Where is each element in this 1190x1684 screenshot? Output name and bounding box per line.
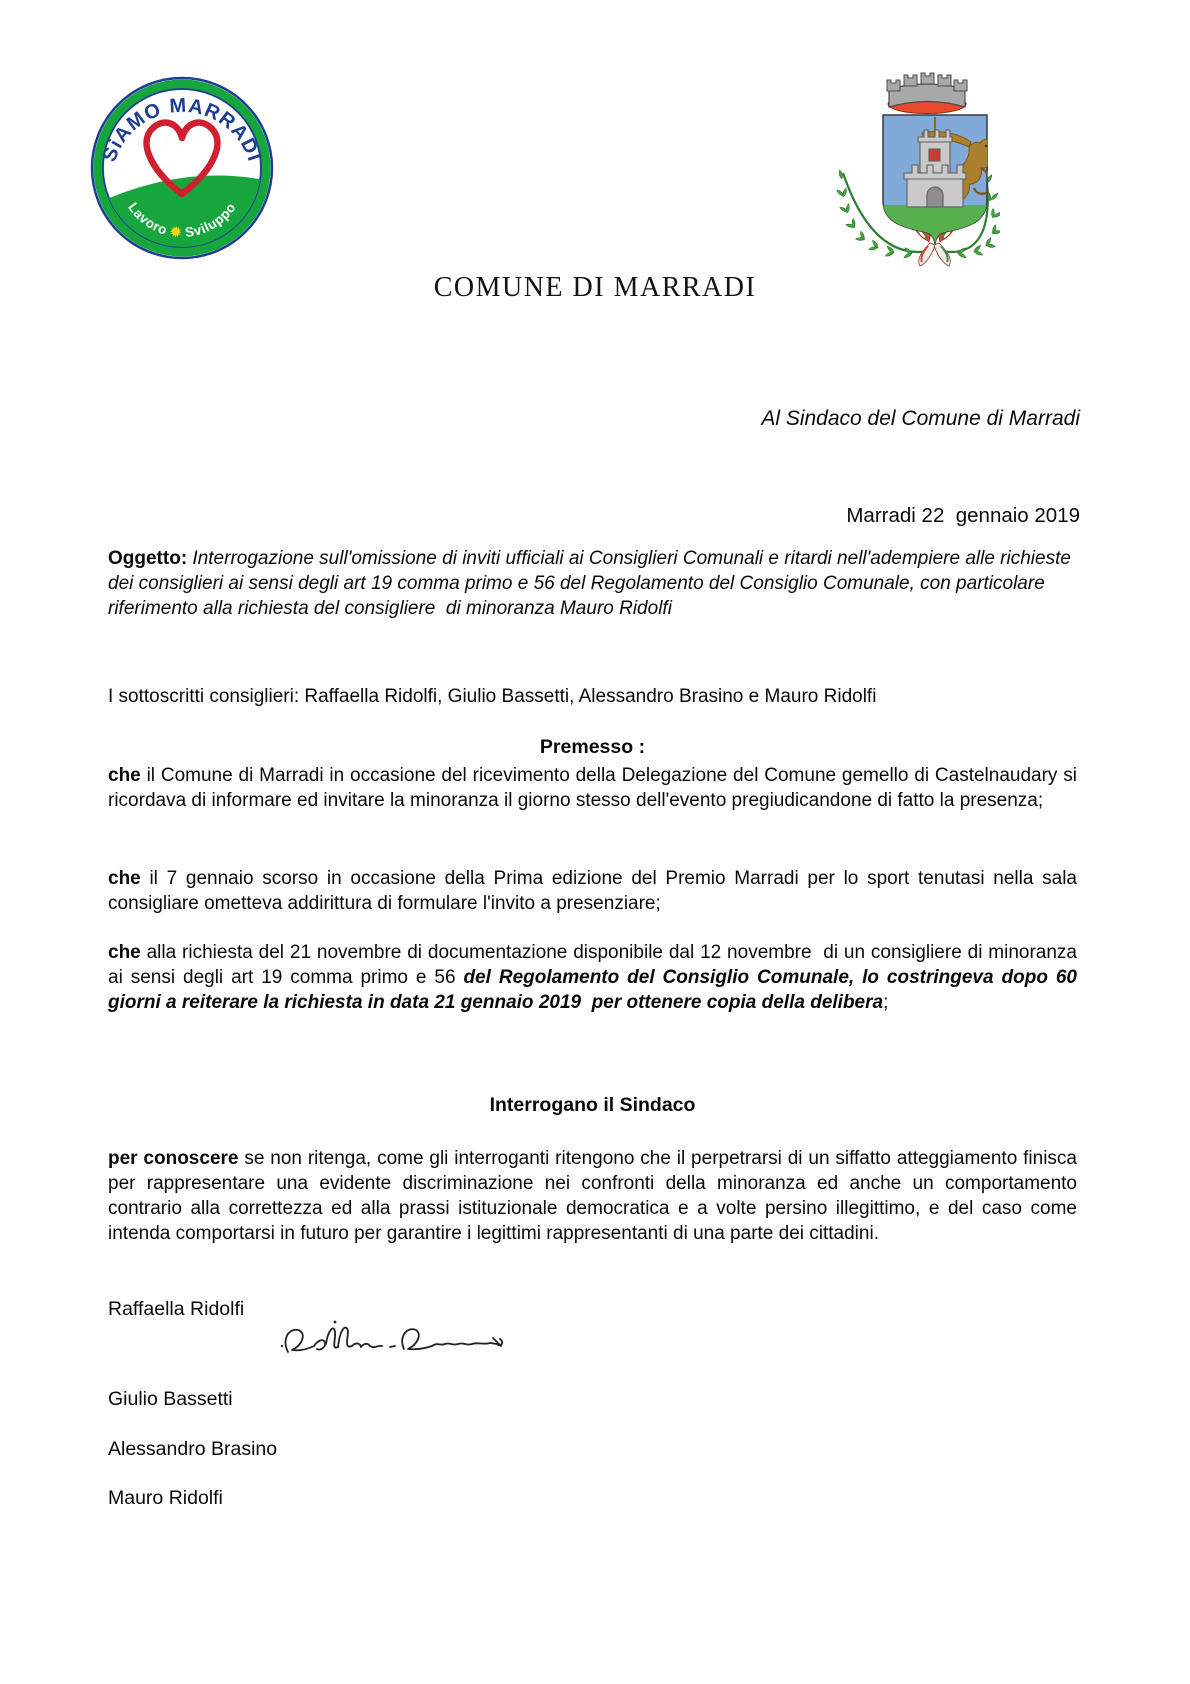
clause-3-tail: ; bbox=[883, 992, 889, 1013]
signatory-4: Mauro Ridolfi bbox=[108, 1487, 223, 1509]
clause-3-lead: che bbox=[108, 942, 141, 963]
shield bbox=[883, 115, 996, 250]
request-paragraph bbox=[108, 1146, 1083, 1246]
sun-icon: ✹ bbox=[169, 224, 183, 241]
coat-of-arms bbox=[778, 55, 1000, 270]
shield-base bbox=[883, 205, 987, 250]
clause-3-body: alla richiesta del 21 novembre di documentazione disponibile dal 12 novembre di un consigliere di minoranza ai sensi degli art 19 comma primo e 56 bbox=[108, 942, 1083, 988]
recipient-line: Al Sindaco del Comune di Marradi bbox=[761, 407, 1080, 430]
request-lead: per conoscere bbox=[108, 1148, 239, 1169]
page-title: COMUNE DI MARRADI bbox=[433, 272, 757, 303]
clause-2-body: il 7 gennaio scorso in occasione della Prima edizione del Premio Marradi per lo sport tenutasi nella sala consigliare ometteva addirittura di formulare l'invito a presenziare; bbox=[108, 868, 1083, 914]
mural-crown bbox=[887, 73, 967, 114]
clause-3-emphasis: del Regolamento del Consiglio Comunale, lo costringeva dopo 60 giorni a reiterare la richiesta in data 21 gennaio 2019 per ottenere copia della delibera bbox=[108, 967, 1083, 1013]
clause-3 bbox=[108, 940, 1083, 1015]
subject-label: Oggetto: bbox=[108, 548, 188, 569]
logo-banner-text: Lavoro ✹ Sviluppo bbox=[125, 199, 239, 241]
subject-text: Interrogazione sull'omissione di inviti ufficiali ai Consiglieri Comunali e ritardi nell'adempiere alle richieste dei consiglieri ai sensi degli art 19 comma primo e 56 del Regolamento del Consiglio Comunale, con particolare riferimento alla richiesta del consigliere di minoranza Mauro Ridolfi bbox=[108, 548, 1077, 619]
handwritten-signature bbox=[278, 1316, 513, 1371]
clause-1 bbox=[108, 763, 1083, 813]
request-body: se non ritenga, come gli interroganti ritengono che il perpetrarsi di un siffatto atteggiamento finisca per rappresentare una evidente discriminazione nei confronti della minoranza ed anche un comportamento contrario alla correttezza ed alla prassi istituzionale democratica e a volte persino illegittimo, e del caso come intenda comportarsi in futuro per garantire i legittimi rappresentanti di una parte dei cittadini. bbox=[108, 1148, 1083, 1244]
clause-2-lead: che bbox=[108, 868, 141, 889]
signatory-3: Alessandro Brasino bbox=[108, 1438, 278, 1460]
premise-heading: Premesso : bbox=[539, 736, 646, 758]
logo-arc-text: SiAMO MARRADI bbox=[98, 94, 266, 165]
signatory-2: Giulio Bassetti bbox=[108, 1388, 233, 1410]
clause-2 bbox=[108, 866, 1083, 916]
subject-paragraph bbox=[108, 546, 1077, 621]
signers-intro: I sottoscritti consiglieri: Raffaella Ridolfi, Giulio Bassetti, Alessandro Brasino e Mauro Ridolfi bbox=[108, 686, 877, 707]
signatory-1: Raffaella Ridolfi bbox=[108, 1298, 245, 1320]
interrogation-heading: Interrogano il Sindaco bbox=[489, 1094, 696, 1116]
date-line: Marradi 22 gennaio 2019 bbox=[846, 504, 1080, 527]
clause-1-lead: che bbox=[108, 765, 141, 786]
siamo-marradi-logo bbox=[90, 76, 274, 260]
clause-1-body: il Comune di Marradi in occasione del ricevimento della Delegazione del Comune gemello di Castelnaudary si ricordava di informare ed invitare la minoranza il giorno stesso dell'evento pregiudicandone di fatto la presenza; bbox=[108, 765, 1083, 811]
